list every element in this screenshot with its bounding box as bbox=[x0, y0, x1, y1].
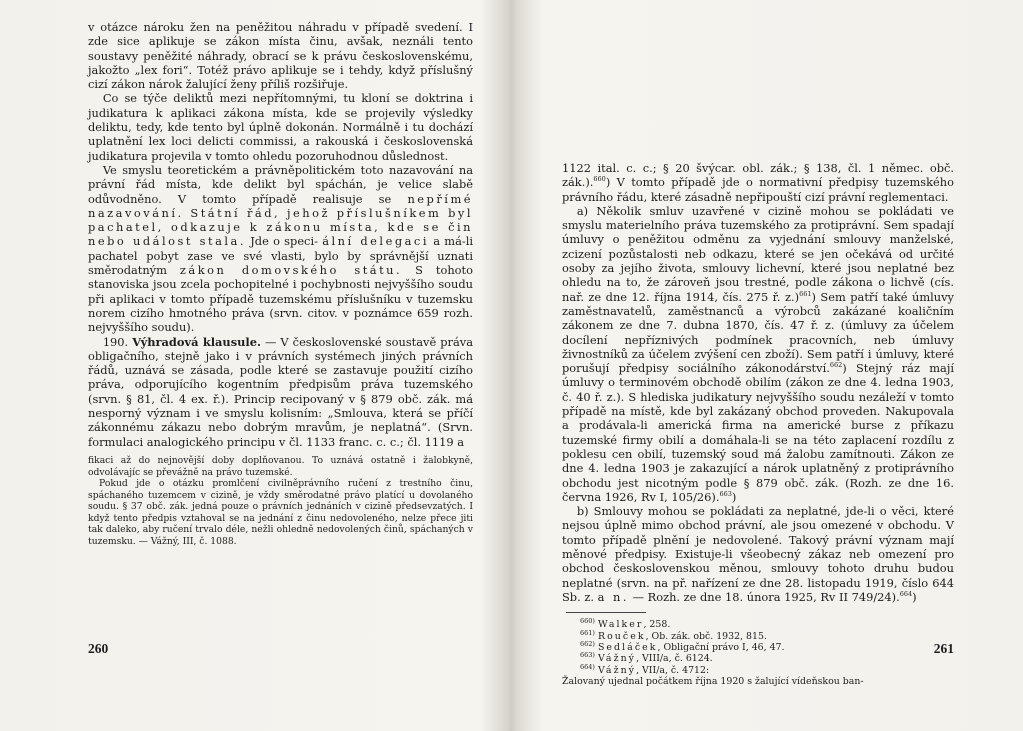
right-body-text bbox=[562, 0, 954, 604]
para3-spaced-3: zákon domovského státu. bbox=[179, 263, 403, 278]
footnote-ref-661: 661 bbox=[799, 289, 812, 298]
right-top-text-cont: V tomto případě jde o normativní předpisy tuzemského právního řádu, které zásadně nepřipouští cizí právní reglementaci. bbox=[562, 175, 954, 204]
right-footnotes bbox=[562, 619, 954, 687]
para-b-part-1: b) Smlouvy mohou se pokládati za neplatné, jde-li o věci, které nejsou úplně mimo obchod právní, ale jsou omezené v obchodu. V tomto případě plnění je nedovolené. Takový právní význam mají měnové předpisy. Existuje-li všeobecný zákaz neb omezení pro obchod československou měnou, smlouvy tohoto druhu budou neplatné (srvn. na př. nařízení ze dne 28. listopadu 1919, číslo 644 Sb. z. bbox=[562, 504, 954, 604]
footnote-ref-660: 660 bbox=[593, 175, 606, 184]
para3-part-a: Ve smyslu teoretickém a právněpolitickém toto nazavování na právní řád místa, kde delikt byl spáchán, je velice slabě odůvodněno. V tomto případě realisuje se bbox=[88, 162, 473, 206]
footnote-ref-662: 662 bbox=[829, 361, 843, 370]
para-a-part-3: Stejný ráz mají úmluvy o terminovém obchodě obilím (zákon ze dne 4. ledna 1903, č. 40 ř. z.). S hlediska judikatury nejvyššího soudu nezáleží v tomto případě na místě, kde byl zakázaný obchod proveden. Nakupovala a prodávala-li americká firma na americké burse z příkazu tuzemské firmy obilí a domáhala-li se na této zaplacení rozdílu z poklesu cen obilí, tuzemský soud má žalobu zamítnouti. Zákon ze dne 4. ledna 1903 je zakazující a nárok uplatněný z protiprávního obchodu jest nicotným podle § 879 obč. zák. (Rozh. ze dne 16. června 1926, Rv I, 105/26). bbox=[562, 361, 954, 504]
right-page-number: 261 bbox=[933, 641, 954, 656]
footnote-rest: , 258. bbox=[643, 619, 671, 631]
left-page bbox=[88, 0, 473, 731]
section-paragraph bbox=[88, 335, 473, 449]
footnote-rest: , Ob. zák. obč. 1932, 815. bbox=[645, 630, 767, 642]
footnote-author: Walker bbox=[597, 619, 644, 631]
right-paragraph-top: 1122 ital. c. c.; § 20 švýcar. obl. zák.; § 138, čl. 1 němec. obč. zák.).$^{660}$) V tomto případě jde o normativní předpisy tuzemského právního řádu, které zásadně nepřipouští cizí právní reglementaci. bbox=[562, 161, 954, 204]
para3-spaced-1: nepřímé nazavování. Státní řád, jehož příslušníkem byl pachatel, odkazuje k zákonu místa, kde se čin nebo událost stala. bbox=[88, 191, 474, 249]
right-top-text: 1122 ital. c. c.; § 20 švýcar. obl. zák.; § 138, čl. 1 němec. obč. zák.). bbox=[562, 161, 954, 190]
footnote-rest: , Obligační právo I, 46, 47. bbox=[657, 642, 785, 654]
para-b-spaced: a n. bbox=[597, 589, 629, 604]
footnote-664-text: Žalovaný ujednal počátkem října 1920 s žalující vídeňskou ban- bbox=[562, 676, 864, 688]
footnote-num: 662) bbox=[580, 639, 595, 648]
left-footnote-2: Pokud jde o otázku promlčení civilněprávního ručení z trestního činu, spáchaného tuzemcem v cizině, je vždy směrodatné právo platící u dovolaného soudu. § 37 obč. zák. jedná pouze o právních jednáních v cizině předsevzatých. I když tento předpis vztahoval se na jednání z činu nedovoleného, nelze přece jiti tak daleko, aby ručení trvalo déle, nežli ohledně nedovolených činů, spáchaných v tuzemsku. — Vážný, III, č. 1088. bbox=[88, 478, 473, 548]
para3-part-b: Jde o speci- bbox=[250, 234, 318, 249]
footnote-num: 663) bbox=[580, 651, 595, 660]
footnote-author: Rouček bbox=[597, 630, 646, 642]
left-footnotes bbox=[88, 455, 473, 548]
footnote-rule bbox=[566, 612, 646, 613]
footnote-rest: , VII/a, č. 4712: bbox=[636, 664, 710, 676]
footnote-ref-663: 663 bbox=[719, 490, 732, 499]
footnote-num: 664) bbox=[580, 662, 595, 671]
footnote-author: Sedláček bbox=[597, 642, 658, 654]
footnote-662 bbox=[580, 639, 954, 654]
left-page-number: 260 bbox=[88, 641, 109, 656]
footnote-author: Vážný bbox=[597, 664, 637, 676]
footnote-664 bbox=[580, 662, 954, 676]
para-a-part-1: a) Několik smluv uzavřené v cizině mohou se pokládati ve smyslu materielního práva tuzemského za protiprávní. Sem spadají úmluvy o peněžitou odměnu za vyjednání smlouvy manželské, zcizení pozůstalosti neb odkazu, které se jen očekává od určité osoby za jejího života, smlouvy lichevní, které jsou neplatné bez ohledu na to, že zároveň jsou trestné, podle zákona o lichvě (cís. nař. ze dne 12. října 1914, čís. 275 ř. z.) bbox=[562, 203, 954, 304]
right-page bbox=[562, 0, 954, 731]
footnote-660 bbox=[580, 619, 954, 630]
footnote-num: 660) bbox=[580, 617, 595, 626]
left-body-text bbox=[88, 0, 473, 449]
footnote-num: 661) bbox=[580, 628, 595, 637]
left-paragraph-2: Co se týče deliktů mezi nepřítomnými, tu kloní se doktrina i judikatura k aplikaci zákona místa, kde se projevily výsledky deliktu, tedy, kde tento byl úplně dokonán. Normálně i tu dochází uplatnění lex loci delicti commissi, a rakouská i československá judikatura projevila v tomto ohledu pozoruhodnou důslednost. bbox=[88, 91, 473, 163]
para-b-part-2: — Rozh. ze dne 18. února 1925, Rv II 749/24). bbox=[632, 589, 900, 604]
footnote-ref-664: 664 bbox=[899, 590, 913, 599]
para3-part-d: S tohoto stanoviska jsou zcela pochopitelné i pochybnosti nejvyššího soudu při aplikaci v tomto případě tuzemskému příslušníku v tuzemsku norem cizího hmotného práva (srvn. citov. v poznámce 659 rozh. nejvyššího soudu). bbox=[88, 263, 473, 335]
left-paragraph-3 bbox=[88, 163, 473, 335]
footnote-rest: , VIII/a, č. 6124. bbox=[636, 653, 713, 665]
para3-part-c: a má-li pachatel pobyt zase ve své vlasti, bylo by správnější uznati směrodatným bbox=[88, 234, 473, 278]
footnote-author: Vážný bbox=[597, 653, 637, 665]
section-text: — V československé soustavě práva obligačního, stejně jako i v právních systémech jiných právních řádů, uznává se zásada, podle které se zastavuje použití cizího práva, odporujícího kogentním předpisům práva tuzemského (srvn. § 81, čl. 4 ex. ř.). Princip recipovaný v § 879 obč. zák. má nesporný význam i ve smyslu kolisním: „Smlouva, která se příčí zákonnému zákazu nebo dobrým mravům, je neplatná“. (Srvn. formulaci analogického principu v čl. 1133 franc. c. c.; čl. 1119 a bbox=[88, 334, 474, 449]
section-number: 190. bbox=[102, 334, 129, 349]
para-a-part-2: Sem patří také úmluvy zaměstnavatelů, zaměstnanců a výrobců zakázané koaličním zákonem ze dne 7. dubna 1870, čís. 47 ř. z. (úmluvy za účelem docílení nepříznivých podmínek pracovních, neb úmluvy živnostníků za účelem zvýšení cen zboží). Sem patří i úmluvy, které porušují předpisy sociálního zákonodárství. bbox=[562, 289, 954, 376]
section-title: Výhradová klausule. bbox=[132, 334, 261, 349]
right-paragraph-a: a) Několik smluv uzavřené v cizině mohou se pokládati ve smyslu materielního práva tuzemského za protiprávní. Sem spadají úmluvy o peněžitou odměnu za vyjednání smlouvy manželské, zcizení pozůstalosti neb odkazu, které se jen očekává od určité osoby za jejího života, smlouvy lichevní, které jsou neplatné bez ohledu na to, že zároveň jsou trestné, podle zákona o lichvě (cís. nař. ze dne 12. října 1914, čís. 275 ř. z.)$^{661}$) Sem patří také úmluvy zaměstnavatelů, zaměstnanců a výrobců zakázané koaličním zákonem ze dne 7. dubna 1870, čís. 47 ř. z. (úmluvy za účelem docílení nepříznivých podmínek pracovních, neb úmluvy živnostníků za účelem zvýšení cen zboží). Sem patří i úmluvy, které porušují předpisy sociálního zákonodárství.$^{662}$) Stejný ráz mají úmluvy o terminovém obchodě obilím (zákon ze dne 4. ledna 1903, č. 40 ř. z.). S hlediska judikatury nejvyššího soudu nezáleží v tomto případě na místě, kde byl zakázaný obchod proveden. Nakupovala a prodávala-li americká firma na americké burse z příkazu tuzemské firmy obilí a domáhala-li se na této zaplacení rozdílu z poklesu cen obilí, tuzemský soud má žalobu zamítnouti. Zákon ze dne 4. ledna 1903 je zakazující a nárok uplatněný z protiprávního obchodu jest nicotným podle § 879 obč. zák. (Rozh. ze dne 16. června 1926, Rv I, 105/26).$^{663}$) bbox=[562, 203, 954, 504]
para3-spaced-2: ální delegaci bbox=[322, 234, 429, 249]
left-footnote-1: fikaci až do nejnovější doby doplňovanou. To uznává ostatně i žalobkyně, odvolávajíc se převážně na právo tuzemské. bbox=[88, 454, 473, 478]
right-paragraph-b: b) Smlouvy mohou se pokládati za neplatné, jde-li o věci, které nejsou úplně mimo obchod právní, ale jsou omezené v obchodu. V tomto případě plnění je nedovolené. Takový právní význam mají měnové předpisy. Existuje-li všeobecný zákaz neb omezení pro obchod československou měnou, smlouvy tohoto druhu budou neplatné (srvn. na př. nařízení ze dne 28. listopadu 1919, číslo 644 Sb. z. a n. — Rozh. ze dne 18. února 1925, Rv II 749/24).$^{664}$) bbox=[562, 504, 954, 604]
left-paragraph-1: v otázce nároku žen na peněžitou náhradu v případě svedení. I zde sice aplikuje se zákon místa činu, avšak, neználi tento soustavy peněžité náhrady, obrací se k právu československému, jakožto „lex fori“. Totéž právo aplikuje se i tehdy, když příslušný cizí zákon nárok žalující ženy příliš rozšiřuje. bbox=[88, 20, 473, 92]
footnote-663 bbox=[580, 653, 954, 664]
footnote-661 bbox=[580, 628, 954, 642]
